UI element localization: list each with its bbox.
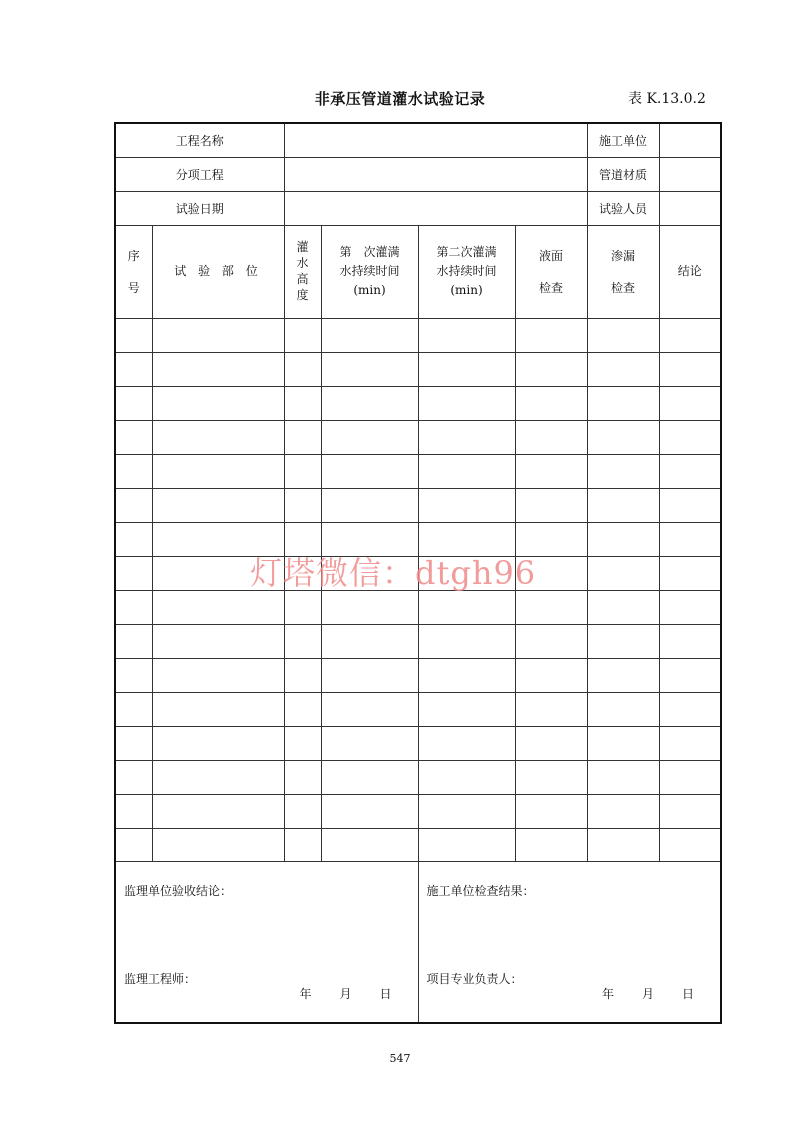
cell[interactable] [115, 420, 152, 454]
cell[interactable] [284, 624, 321, 658]
month-label: 月 [339, 987, 352, 1001]
cell[interactable] [284, 692, 321, 726]
day-label: 日 [379, 987, 392, 1001]
info-row-date [115, 191, 721, 225]
cell[interactable] [515, 488, 587, 522]
cell[interactable] [152, 488, 284, 522]
cell[interactable] [321, 318, 418, 352]
cell[interactable] [115, 726, 152, 760]
cell[interactable] [284, 318, 321, 352]
cell[interactable] [659, 624, 721, 658]
cell[interactable] [152, 726, 284, 760]
pipe-material-label: 管道材质 [587, 157, 659, 191]
cell[interactable] [321, 794, 418, 828]
col-second [418, 225, 515, 318]
cell[interactable] [659, 658, 721, 692]
cell[interactable] [152, 318, 284, 352]
cell[interactable] [659, 794, 721, 828]
table-row [115, 828, 721, 861]
watermark: 灯塔微信：dtgh96 [250, 554, 537, 592]
col-second-2: 水持续时间 [436, 264, 497, 278]
info-row-sub [115, 157, 721, 191]
construction-unit-label: 施工单位 [587, 123, 659, 157]
year-label: 年 [299, 987, 312, 1001]
col-seq-2: 号 [127, 280, 140, 295]
cell[interactable] [152, 352, 284, 386]
construction-result-label: 施工单位检查结果： [426, 883, 535, 898]
cell[interactable] [418, 488, 515, 522]
cell[interactable] [418, 590, 515, 624]
cell[interactable] [284, 420, 321, 454]
supervision-block[interactable] [115, 861, 418, 1023]
cell[interactable] [115, 692, 152, 726]
construction-unit-field[interactable] [659, 123, 721, 157]
page-number: 547 [389, 1052, 411, 1065]
table-row [115, 692, 721, 726]
table-row [115, 760, 721, 794]
col-first-3: (min) [353, 283, 386, 297]
cell[interactable] [418, 420, 515, 454]
cell[interactable] [659, 318, 721, 352]
cell[interactable] [587, 420, 659, 454]
col-first-1: 第 次灌满 [339, 245, 400, 259]
project-name-label: 工程名称 [115, 123, 284, 157]
cell[interactable] [284, 386, 321, 420]
col-first [321, 225, 418, 318]
cell[interactable] [659, 454, 721, 488]
table-row [115, 624, 721, 658]
project-name-field[interactable] [284, 123, 587, 157]
sub-project-field[interactable] [284, 157, 587, 191]
cell[interactable] [284, 352, 321, 386]
cell[interactable] [659, 590, 721, 624]
testers-field[interactable] [659, 191, 721, 225]
construction-date [574, 985, 694, 1002]
supervision-engineer-label: 监理工程师： [124, 971, 197, 986]
cell[interactable] [284, 658, 321, 692]
cell[interactable] [152, 760, 284, 794]
cell[interactable] [587, 828, 659, 861]
col-seq [115, 225, 152, 318]
table-row [115, 420, 721, 454]
cell[interactable] [152, 658, 284, 692]
table-code: 表 K.13.0.2 [628, 91, 706, 107]
cell[interactable] [418, 454, 515, 488]
cell[interactable] [115, 318, 152, 352]
cell[interactable] [321, 352, 418, 386]
cell[interactable] [515, 454, 587, 488]
cell[interactable] [659, 386, 721, 420]
cell[interactable] [515, 420, 587, 454]
table-row [115, 794, 721, 828]
cell[interactable] [587, 624, 659, 658]
cell[interactable] [515, 828, 587, 861]
col-leak-2: 检查 [610, 280, 635, 295]
cell[interactable] [587, 658, 659, 692]
cell[interactable] [152, 590, 284, 624]
cell[interactable] [152, 692, 284, 726]
cell[interactable] [659, 828, 721, 861]
cell[interactable] [587, 386, 659, 420]
cell[interactable] [321, 760, 418, 794]
cell[interactable] [284, 726, 321, 760]
table-row [115, 726, 721, 760]
cell[interactable] [659, 420, 721, 454]
table-row [115, 454, 721, 488]
cell[interactable] [115, 488, 152, 522]
col-leak-1: 渗漏 [610, 248, 635, 263]
col-conclusion [659, 225, 721, 318]
cell[interactable] [587, 488, 659, 522]
cell[interactable] [418, 386, 515, 420]
cell[interactable] [115, 760, 152, 794]
cell[interactable] [659, 556, 721, 590]
cell[interactable] [115, 828, 152, 861]
col-second-1: 第二次灌满 [436, 245, 497, 259]
cell[interactable] [587, 556, 659, 590]
cell[interactable] [418, 794, 515, 828]
col-part-label: 试 验 部 位 [174, 264, 262, 278]
cell[interactable] [515, 590, 587, 624]
cell[interactable] [284, 488, 321, 522]
month-label: 月 [641, 987, 654, 1001]
cell[interactable] [418, 352, 515, 386]
cell[interactable] [515, 386, 587, 420]
cell[interactable] [321, 488, 418, 522]
col-first-2: 水持续时间 [339, 264, 400, 278]
table-row [115, 488, 721, 522]
supervision-conclusion-label: 监理单位验收结论： [124, 883, 233, 898]
cell[interactable] [587, 794, 659, 828]
cell[interactable] [115, 386, 152, 420]
cell[interactable] [659, 692, 721, 726]
cell[interactable] [115, 352, 152, 386]
cell[interactable] [115, 794, 152, 828]
cell[interactable] [152, 420, 284, 454]
cell[interactable] [152, 794, 284, 828]
cell[interactable] [152, 386, 284, 420]
cell[interactable] [418, 658, 515, 692]
cell[interactable] [659, 352, 721, 386]
table-row [115, 352, 721, 386]
cell[interactable] [152, 828, 284, 861]
col-seq-1: 序 [127, 248, 140, 263]
day-label: 日 [681, 987, 694, 1001]
col-second-3: (min) [450, 283, 483, 297]
cell[interactable] [321, 454, 418, 488]
cell[interactable] [115, 590, 152, 624]
cell[interactable] [418, 828, 515, 861]
col-leak [587, 225, 659, 318]
cell[interactable] [659, 522, 721, 556]
cell[interactable] [321, 624, 418, 658]
cell[interactable] [587, 692, 659, 726]
table-row [115, 386, 721, 420]
col-part [152, 225, 284, 318]
cell[interactable] [587, 522, 659, 556]
cell[interactable] [284, 828, 321, 861]
cell[interactable] [284, 590, 321, 624]
cell[interactable] [321, 692, 418, 726]
testers-label: 试验人员 [587, 191, 659, 225]
cell[interactable] [115, 454, 152, 488]
cell[interactable] [418, 760, 515, 794]
cell[interactable] [284, 454, 321, 488]
cell[interactable] [418, 624, 515, 658]
column-header-row [115, 225, 721, 318]
cell[interactable] [515, 318, 587, 352]
table-row [115, 318, 721, 352]
cell[interactable] [659, 488, 721, 522]
cell[interactable] [115, 624, 152, 658]
cell[interactable] [515, 726, 587, 760]
col-level-1: 液面 [538, 248, 563, 263]
pipe-material-field[interactable] [659, 157, 721, 191]
cell[interactable] [418, 692, 515, 726]
col-level-2: 检查 [538, 280, 563, 295]
cell[interactable] [284, 760, 321, 794]
cell[interactable] [284, 794, 321, 828]
document-title: 非承压管道灌水试验记录 [314, 90, 486, 108]
supervision-date [271, 985, 391, 1002]
cell[interactable] [321, 590, 418, 624]
cell[interactable] [321, 420, 418, 454]
cell[interactable] [587, 760, 659, 794]
cell[interactable] [152, 624, 284, 658]
cell[interactable] [321, 726, 418, 760]
cell[interactable] [659, 726, 721, 760]
col-height [284, 225, 321, 318]
cell[interactable] [515, 624, 587, 658]
table-row [115, 658, 721, 692]
cell[interactable] [115, 658, 152, 692]
cell[interactable] [152, 454, 284, 488]
test-date-field[interactable] [284, 191, 587, 225]
project-lead-label: 项目专业负责人： [426, 971, 523, 986]
cell[interactable] [115, 556, 152, 590]
test-date-label: 试验日期 [115, 191, 284, 225]
table-row [115, 590, 721, 624]
cell[interactable] [587, 318, 659, 352]
cell[interactable] [321, 386, 418, 420]
cell[interactable] [587, 726, 659, 760]
cell[interactable] [418, 726, 515, 760]
col-height-label: 灌水高度 [296, 239, 309, 302]
cell[interactable] [321, 658, 418, 692]
cell[interactable] [515, 794, 587, 828]
cell[interactable] [515, 692, 587, 726]
cell[interactable] [587, 352, 659, 386]
cell[interactable] [115, 522, 152, 556]
year-label: 年 [601, 987, 614, 1001]
info-row-project [115, 123, 721, 157]
sub-project-label: 分项工程 [115, 157, 284, 191]
col-level [515, 225, 587, 318]
col-conclusion-label: 结论 [677, 264, 702, 278]
construction-block[interactable] [418, 861, 721, 1023]
cell[interactable] [515, 352, 587, 386]
cell[interactable] [515, 760, 587, 794]
cell[interactable] [587, 590, 659, 624]
cell[interactable] [587, 454, 659, 488]
cell[interactable] [321, 828, 418, 861]
cell[interactable] [659, 760, 721, 794]
signature-row [115, 861, 721, 1023]
cell[interactable] [515, 658, 587, 692]
cell[interactable] [418, 318, 515, 352]
